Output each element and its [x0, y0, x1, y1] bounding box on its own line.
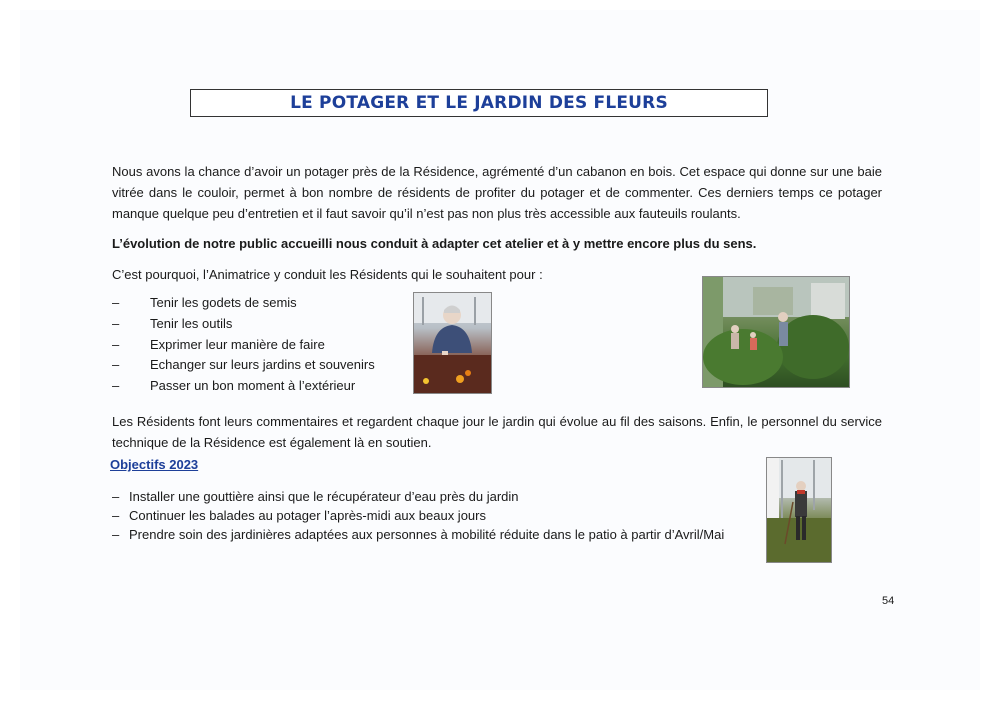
list-item — [112, 506, 724, 525]
page-title: LE POTAGER ET LE JARDIN DES FLEURS — [290, 93, 668, 113]
list-item — [112, 293, 375, 314]
list-item-text: Exprimer leur manière de faire — [150, 336, 325, 352]
bold-statement: L’évolution de notre public accueilli nous conduit à adapter cet atelier et à y mettre encore plus du sens. — [112, 236, 757, 251]
activities-list — [112, 293, 375, 397]
list-item-text: Echanger sur leurs jardins et souvenirs — [150, 357, 375, 373]
list-item-text: Prendre soin des jardinières adaptées aux personnes à mobilité réduite dans le patio à partir d’Avril/Mai — [129, 527, 725, 542]
list-item — [112, 335, 375, 356]
objectives-heading: Objectifs 2023 — [110, 457, 199, 472]
intro-paragraph: Nous avons la chance d’avoir un potager près de la Résidence, agrémenté d’un cabanon en bois. Cet espace qui donne sur une baie vitrée dans le couloir, permet à bon nombre de résidents de profiter du potager et de commenter. Ces derniers temps ce potager manque quelque peu d’entretien et il faut savoir qu’il n’est pas non plus très accessible aux fauteuils roulants. — [112, 164, 882, 221]
list-item-text: Tenir les outils — [150, 315, 233, 331]
page-number: 54 — [882, 595, 895, 607]
list-dash: – — [112, 295, 120, 310]
list-item-text: Installer une gouttière ainsi que le récupérateur d’eau près du jardin — [129, 489, 519, 504]
lead-paragraph: C’est pourquoi, l’Animatrice y conduit les Résidents qui le souhaitent pour : — [112, 267, 543, 282]
photo-garden-group — [702, 276, 850, 388]
photo-resident-walking — [766, 457, 832, 563]
list-item — [112, 355, 375, 376]
list-dash: – — [112, 489, 120, 504]
list-dash: – — [112, 527, 120, 542]
list-item-text: Passer un bon moment à l’extérieur — [150, 378, 356, 394]
list-dash: – — [112, 315, 120, 331]
residents-paragraph: Les Résidents font leurs commentaires et regardent chaque jour le jardin qui évolue au fil des saisons. Enfin, le personnel du service technique de la Résidence est également là en soutien. — [112, 414, 882, 450]
list-dash: – — [112, 357, 120, 373]
list-item-text: Continuer les balades au potager l’après-midi aux beaux jours — [129, 508, 486, 523]
list-item — [112, 487, 724, 506]
list-item — [112, 525, 724, 544]
list-item — [112, 314, 375, 335]
list-dash: – — [112, 336, 120, 352]
list-dash: – — [112, 508, 120, 523]
list-item — [112, 376, 375, 397]
page-title-box — [190, 89, 768, 117]
objectives-list — [112, 487, 724, 544]
list-item-text: Tenir les godets de semis — [150, 295, 297, 310]
list-dash: – — [112, 378, 120, 394]
photo-resident-gardening — [413, 292, 492, 394]
